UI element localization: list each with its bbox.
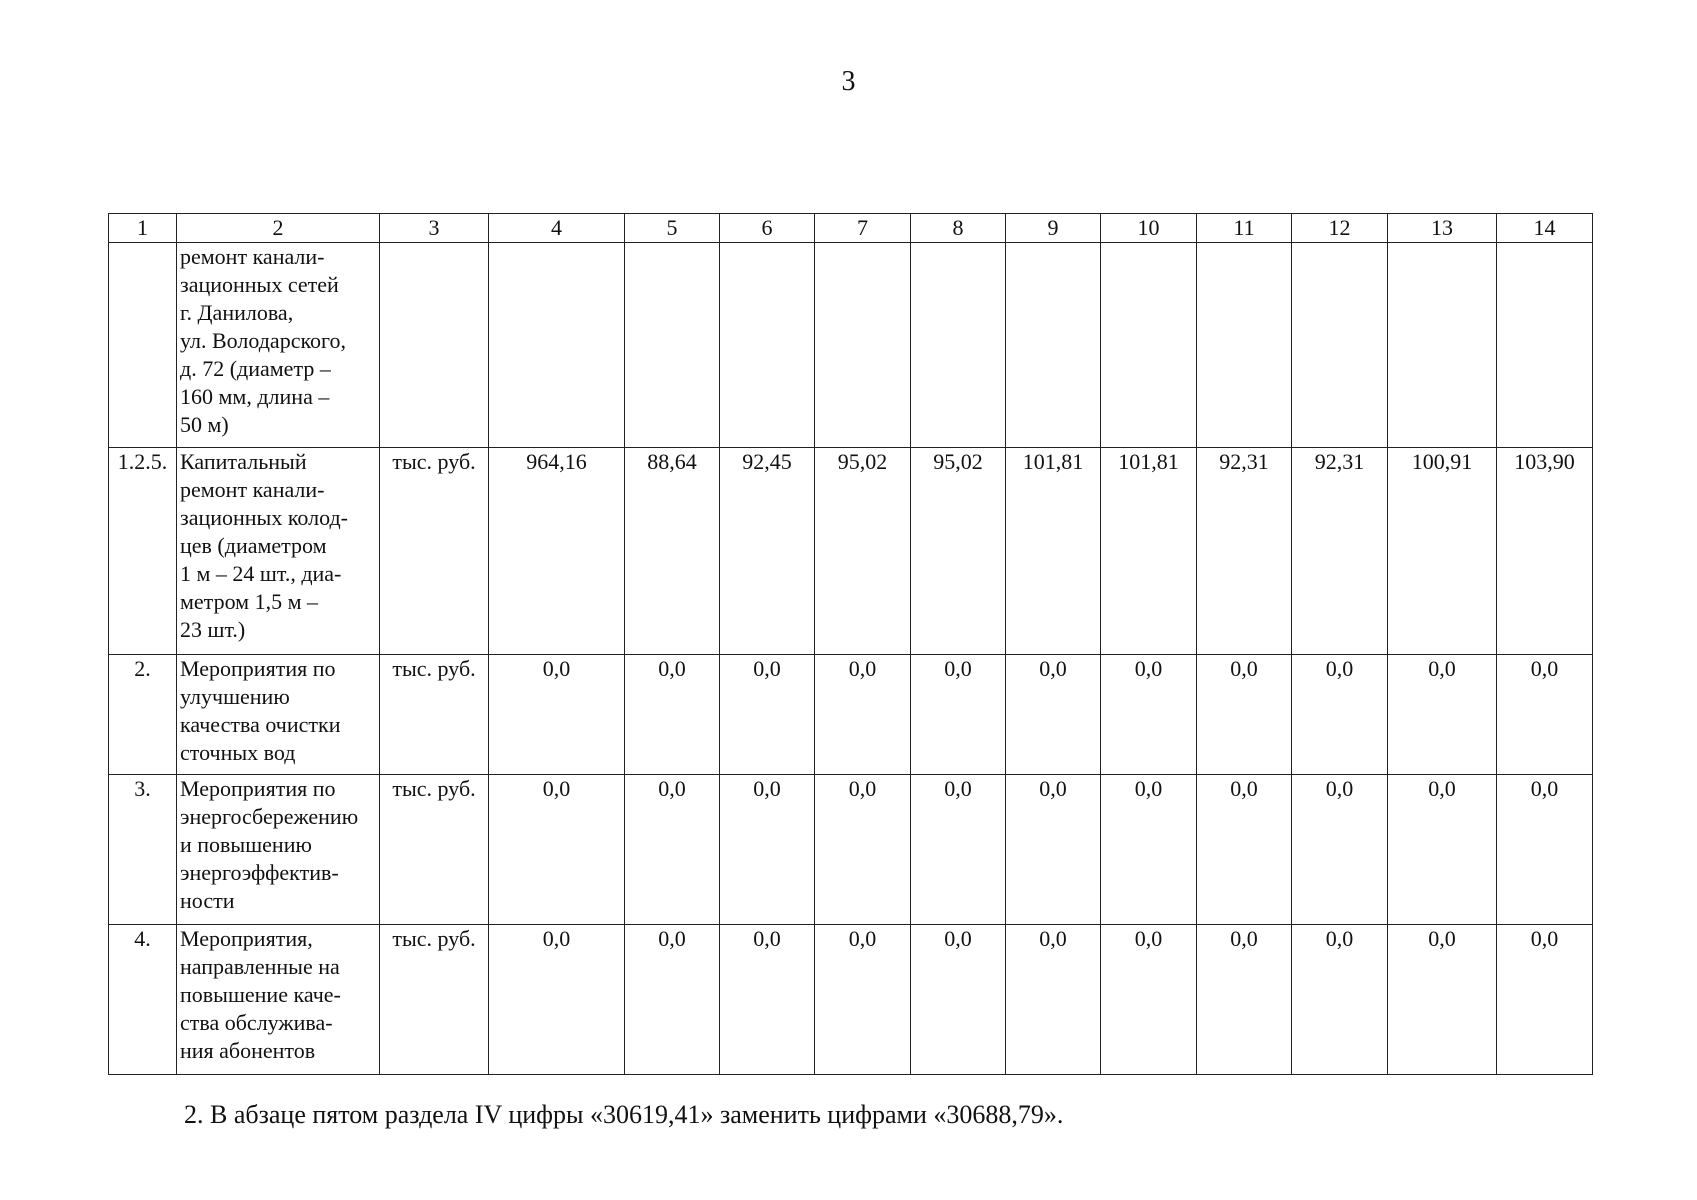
value-cell (911, 243, 1006, 448)
value-cell (625, 243, 720, 448)
table-row (109, 775, 1593, 925)
value-cell: 0,0 (1197, 655, 1292, 775)
value-cell: 0,0 (625, 925, 720, 1075)
data-table (108, 213, 1593, 1075)
amendment-text: 2. В абзаце пятом раздела IV цифры «30619,41» заменить цифрами «30688,79». (184, 1100, 1064, 1129)
value-cell (1006, 243, 1101, 448)
row-number: 4. (109, 925, 177, 1075)
value-cell (1197, 243, 1292, 448)
value-cell: 0,0 (1101, 775, 1197, 925)
row-unit: тыс. руб. (380, 448, 489, 655)
value-cell: 0,0 (720, 925, 815, 1075)
value-cell (815, 243, 911, 448)
row-number (109, 243, 177, 448)
column-header: 12 (1292, 214, 1388, 243)
column-header: 1 (109, 214, 177, 243)
column-header: 4 (489, 214, 625, 243)
row-description: Мероприятия, направленные на повышение каче- ства обслужива- ния абонентов (177, 925, 380, 1075)
value-cell: 0,0 (1497, 775, 1593, 925)
row-description: Капитальный ремонт канали- зационных колод- цев (диаметром 1 м – 24 шт., диа- метром 1,5 м – 23 шт.) (177, 448, 380, 655)
value-cell (1388, 243, 1497, 448)
row-number: 3. (109, 775, 177, 925)
value-cell: 0,0 (1292, 655, 1388, 775)
value-cell: 101,81 (1101, 448, 1197, 655)
value-cell: 0,0 (1197, 925, 1292, 1075)
row-number: 1.2.5. (109, 448, 177, 655)
header-row (109, 214, 1593, 243)
value-cell (489, 243, 625, 448)
column-header: 13 (1388, 214, 1497, 243)
value-cell: 95,02 (815, 448, 911, 655)
column-header: 10 (1101, 214, 1197, 243)
value-cell: 0,0 (1497, 655, 1593, 775)
value-cell: 0,0 (625, 655, 720, 775)
value-cell: 0,0 (1006, 775, 1101, 925)
row-description: Мероприятия по энергосбережению и повышению энергоэффектив- ности (177, 775, 380, 925)
value-cell: 0,0 (1388, 775, 1497, 925)
value-cell (720, 243, 815, 448)
column-header: 3 (380, 214, 489, 243)
page-number: 3 (841, 66, 856, 97)
value-cell: 0,0 (1292, 775, 1388, 925)
value-cell: 0,0 (1388, 925, 1497, 1075)
column-header: 6 (720, 214, 815, 243)
value-cell: 0,0 (1006, 925, 1101, 1075)
value-cell: 0,0 (1101, 925, 1197, 1075)
value-cell: 0,0 (1388, 655, 1497, 775)
table-row (109, 925, 1593, 1075)
value-cell: 0,0 (911, 655, 1006, 775)
value-cell: 0,0 (720, 655, 815, 775)
value-cell: 92,31 (1292, 448, 1388, 655)
table-row (109, 243, 1593, 448)
column-header: 8 (911, 214, 1006, 243)
value-cell: 0,0 (625, 775, 720, 925)
value-cell: 0,0 (1497, 925, 1593, 1075)
value-cell: 0,0 (815, 775, 911, 925)
value-cell: 101,81 (1006, 448, 1101, 655)
value-cell: 0,0 (911, 775, 1006, 925)
value-cell: 0,0 (815, 925, 911, 1075)
column-header: 7 (815, 214, 911, 243)
column-header: 11 (1197, 214, 1292, 243)
row-number: 2. (109, 655, 177, 775)
value-cell: 100,91 (1388, 448, 1497, 655)
column-header: 14 (1497, 214, 1593, 243)
value-cell: 0,0 (1197, 775, 1292, 925)
column-header: 5 (625, 214, 720, 243)
value-cell: 0,0 (720, 775, 815, 925)
value-cell: 0,0 (1101, 655, 1197, 775)
column-header: 2 (177, 214, 380, 243)
value-cell: 0,0 (1006, 655, 1101, 775)
row-unit (380, 243, 489, 448)
value-cell (1497, 243, 1593, 448)
row-description: Мероприятия по улучшению качества очистки сточных вод (177, 655, 380, 775)
value-cell: 103,90 (1497, 448, 1593, 655)
value-cell: 95,02 (911, 448, 1006, 655)
value-cell: 964,16 (489, 448, 625, 655)
table-row (109, 655, 1593, 775)
value-cell: 92,31 (1197, 448, 1292, 655)
row-unit: тыс. руб. (380, 775, 489, 925)
table-body (109, 243, 1593, 1075)
value-cell: 92,45 (720, 448, 815, 655)
row-description: ремонт канали- зационных сетей г. Данилова, ул. Володарского, д. 72 (диаметр – 160 мм, длина – 50 м) (177, 243, 380, 448)
row-unit: тыс. руб. (380, 655, 489, 775)
row-unit: тыс. руб. (380, 925, 489, 1075)
value-cell (1101, 243, 1197, 448)
value-cell: 0,0 (489, 655, 625, 775)
value-cell (1292, 243, 1388, 448)
value-cell: 0,0 (911, 925, 1006, 1075)
value-cell: 88,64 (625, 448, 720, 655)
value-cell: 0,0 (489, 775, 625, 925)
value-cell: 0,0 (1292, 925, 1388, 1075)
value-cell: 0,0 (815, 655, 911, 775)
table-row (109, 448, 1593, 655)
value-cell: 0,0 (489, 925, 625, 1075)
column-header: 9 (1006, 214, 1101, 243)
